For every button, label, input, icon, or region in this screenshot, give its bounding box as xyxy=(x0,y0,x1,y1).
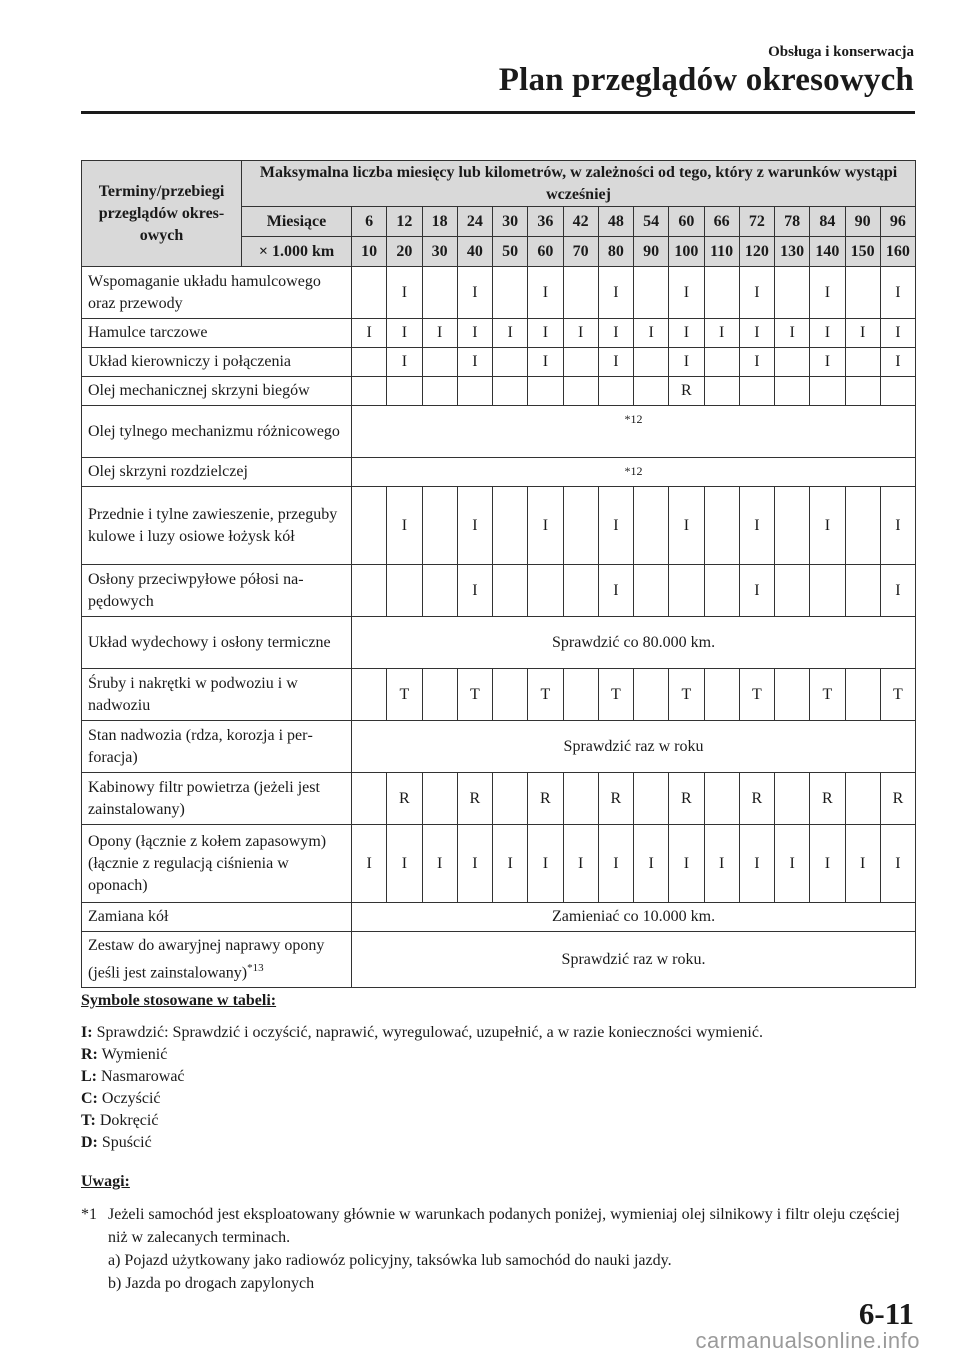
row-label-text: Olej tylnego mechanizmu różnicowego xyxy=(88,422,340,440)
schedule-cell xyxy=(775,487,810,565)
month-header: 66 xyxy=(704,207,739,237)
legend-key: L: xyxy=(81,1068,97,1085)
table-row xyxy=(82,406,916,458)
month-header: 60 xyxy=(669,207,704,237)
schedule-cell: I xyxy=(880,348,915,377)
notes xyxy=(81,1170,921,1295)
schedule-cell: I xyxy=(598,565,633,617)
row-label xyxy=(82,487,352,565)
note-1-text: Jeżeli samochód jest eksploatowany głównie w warunkach podanych poniżej, wymieniaj olej silnikowy i filtr oleju częściej niż w zalecanych terminach. xyxy=(108,1206,900,1246)
schedule-cell: I xyxy=(387,487,422,565)
page-title: Plan przeglądów okresowych xyxy=(498,62,914,98)
schedule-cell xyxy=(704,773,739,825)
row-label-text: Układ wydechowy i osłony termiczne xyxy=(88,633,331,651)
schedule-cell: I xyxy=(704,319,739,348)
schedule-cell xyxy=(634,565,669,617)
legend-text: Spuścić xyxy=(101,1134,152,1151)
schedule-cell: R xyxy=(457,773,492,825)
schedule-cell xyxy=(528,377,563,406)
row-label xyxy=(82,406,352,458)
month-header: 84 xyxy=(810,207,845,237)
legend-key: C: xyxy=(81,1090,98,1107)
schedule-cell: I xyxy=(387,825,422,903)
row-label-text: Opony (łącznie z kołem zapasowym) (łącznie z regulacją ciśnienia w oponach) xyxy=(88,832,327,894)
note-1-sub-a: a) Pojazd użytkowany jako radiowóz policyjny, taksówka lub samochód do nauki jazdy. xyxy=(108,1252,672,1269)
schedule-cell xyxy=(810,377,845,406)
schedule-cell: T xyxy=(739,669,774,721)
month-header: 36 xyxy=(528,207,563,237)
legend-item xyxy=(81,1088,921,1110)
schedule-cell xyxy=(422,267,457,319)
schedule-cell: I xyxy=(563,319,598,348)
schedule-cell: I xyxy=(598,348,633,377)
schedule-cell xyxy=(493,487,528,565)
schedule-cell: I xyxy=(528,348,563,377)
schedule-cell: I xyxy=(528,267,563,319)
schedule-cell xyxy=(634,487,669,565)
table-row xyxy=(82,267,916,319)
schedule-cell xyxy=(845,487,880,565)
row-label-text: Hamulce tarczowe xyxy=(88,324,208,341)
km-header: 60 xyxy=(528,237,563,267)
schedule-cell: I xyxy=(528,825,563,903)
schedule-cell: I xyxy=(457,487,492,565)
schedule-cell: I xyxy=(739,319,774,348)
schedule-cell xyxy=(845,565,880,617)
schedule-cell: I xyxy=(493,825,528,903)
km-header: 130 xyxy=(775,237,810,267)
schedule-cell: R xyxy=(669,377,704,406)
row-label-text: Stan nadwozia (rdza, korozja i perforacja) xyxy=(88,726,313,766)
legend-text: Wymienić xyxy=(101,1046,168,1063)
schedule-cell xyxy=(845,669,880,721)
schedule-cell: T xyxy=(528,669,563,721)
km-label: × 1.000 km xyxy=(242,237,352,267)
km-header: 120 xyxy=(739,237,774,267)
schedule-cell: T xyxy=(387,669,422,721)
row-label xyxy=(82,669,352,721)
km-header: 140 xyxy=(810,237,845,267)
month-header: 54 xyxy=(634,207,669,237)
schedule-cell xyxy=(493,348,528,377)
row-span-note: Zamieniać co 10.000 km. xyxy=(352,903,916,932)
schedule-cell: I xyxy=(387,319,422,348)
row-label xyxy=(82,267,352,319)
legend-key: D: xyxy=(81,1134,98,1151)
schedule-cell xyxy=(634,669,669,721)
month-header: 30 xyxy=(493,207,528,237)
month-header: 48 xyxy=(598,207,633,237)
schedule-cell: R xyxy=(528,773,563,825)
row-label xyxy=(82,903,352,932)
schedule-cell xyxy=(387,565,422,617)
legend-text: Dokręcić xyxy=(99,1112,159,1129)
schedule-cell: I xyxy=(669,825,704,903)
row-span-note: Sprawdzić co 80.000 km. xyxy=(352,617,916,669)
schedule-cell: I xyxy=(669,267,704,319)
schedule-cell: I xyxy=(810,348,845,377)
schedule-cell xyxy=(704,267,739,319)
schedule-cell: I xyxy=(845,319,880,348)
schedule-cell: I xyxy=(422,825,457,903)
row-label-footnote: *13 xyxy=(247,962,264,974)
legend-heading: Symbole stosowane w tabeli: xyxy=(81,992,277,1009)
schedule-cell xyxy=(352,669,387,721)
schedule-cell: I xyxy=(704,825,739,903)
schedule-cell xyxy=(775,267,810,319)
schedule-cell: I xyxy=(457,267,492,319)
month-header: 12 xyxy=(387,207,422,237)
schedule-cell xyxy=(634,773,669,825)
table-row xyxy=(82,903,916,932)
schedule-cell: I xyxy=(669,487,704,565)
row-label-text: Śruby i nakrętki w podwoziu i w nadwoziu xyxy=(88,674,298,714)
month-header: 24 xyxy=(457,207,492,237)
km-header: 160 xyxy=(880,237,915,267)
table-row xyxy=(82,377,916,406)
schedule-cell xyxy=(352,348,387,377)
schedule-cell: I xyxy=(634,825,669,903)
schedule-cell xyxy=(634,348,669,377)
schedule-cell xyxy=(352,773,387,825)
schedule-cell xyxy=(493,267,528,319)
schedule-cell: I xyxy=(528,487,563,565)
row-label xyxy=(82,773,352,825)
schedule-cell: I xyxy=(352,319,387,348)
km-header: 20 xyxy=(387,237,422,267)
schedule-cell: I xyxy=(493,319,528,348)
maintenance-schedule-table xyxy=(81,160,916,988)
schedule-cell xyxy=(493,565,528,617)
schedule-cell xyxy=(775,669,810,721)
schedule-cell xyxy=(598,377,633,406)
row-label-text: Osłony przeciwpyłowe półosi napędowych xyxy=(88,570,304,610)
legend-key: T: xyxy=(81,1112,96,1129)
schedule-cell xyxy=(704,669,739,721)
schedule-cell xyxy=(845,377,880,406)
table-corner-header: Terminy/przebiegi przeglądów okresowych xyxy=(82,161,242,267)
row-label xyxy=(82,319,352,348)
table-row xyxy=(82,617,916,669)
schedule-cell: I xyxy=(457,565,492,617)
schedule-cell: I xyxy=(880,565,915,617)
schedule-cell: I xyxy=(598,487,633,565)
schedule-cell: I xyxy=(880,825,915,903)
schedule-cell: I xyxy=(810,319,845,348)
schedule-cell: I xyxy=(598,267,633,319)
legend-item xyxy=(81,1132,921,1154)
schedule-cell xyxy=(563,487,598,565)
schedule-cell: I xyxy=(457,319,492,348)
schedule-cell xyxy=(493,669,528,721)
km-header: 90 xyxy=(634,237,669,267)
km-header: 100 xyxy=(669,237,704,267)
km-header: 10 xyxy=(352,237,387,267)
schedule-cell xyxy=(775,377,810,406)
schedule-cell: I xyxy=(810,267,845,319)
row-label xyxy=(82,721,352,773)
km-header: 70 xyxy=(563,237,598,267)
legend-key: I: xyxy=(81,1024,93,1041)
table-row xyxy=(82,565,916,617)
table-row xyxy=(82,721,916,773)
schedule-cell xyxy=(704,565,739,617)
legend-key: R: xyxy=(81,1046,98,1063)
row-span-note: *12 xyxy=(352,406,916,458)
month-header: 90 xyxy=(845,207,880,237)
table-row xyxy=(82,773,916,825)
schedule-cell: T xyxy=(457,669,492,721)
row-label-text: Układ kierowniczy i połączenia xyxy=(88,353,292,370)
table-row xyxy=(82,319,916,348)
row-label-text: Olej mechanicznej skrzyni biegów xyxy=(88,382,310,399)
schedule-cell: I xyxy=(563,825,598,903)
row-label xyxy=(82,565,352,617)
schedule-cell: I xyxy=(775,319,810,348)
schedule-cell xyxy=(528,565,563,617)
month-header: 96 xyxy=(880,207,915,237)
schedule-cell: I xyxy=(634,319,669,348)
legend-item xyxy=(81,1066,921,1088)
row-label-text: Zamiana kół xyxy=(88,908,169,925)
schedule-cell xyxy=(387,377,422,406)
km-header: 80 xyxy=(598,237,633,267)
schedule-cell: I xyxy=(810,487,845,565)
schedule-cell xyxy=(422,348,457,377)
table-row xyxy=(82,487,916,565)
row-label xyxy=(82,932,352,988)
schedule-cell: I xyxy=(422,319,457,348)
table-row xyxy=(82,669,916,721)
schedule-cell xyxy=(775,348,810,377)
schedule-cell xyxy=(880,377,915,406)
km-header: 30 xyxy=(422,237,457,267)
schedule-cell xyxy=(845,267,880,319)
row-label xyxy=(82,458,352,487)
schedule-cell xyxy=(845,348,880,377)
schedule-cell xyxy=(634,377,669,406)
schedule-cell: T xyxy=(810,669,845,721)
schedule-cell xyxy=(669,565,704,617)
row-span-note: Sprawdzić raz w roku xyxy=(352,721,916,773)
legend-text: Sprawdzić: Sprawdzić i oczyścić, naprawić, wyregulować, uzupełnić, a w razie konieczności wymienić. xyxy=(96,1024,763,1041)
note-1-mark: *1 xyxy=(81,1206,97,1223)
row-label-text: Kabinowy filtr powietrza (jeżeli jest zainstalowany) xyxy=(88,778,320,818)
schedule-cell: T xyxy=(598,669,633,721)
schedule-cell: I xyxy=(810,825,845,903)
row-label-text: Przednie i tylne zawieszenie, przeguby kulowe i luzy osiowe łożysk kół xyxy=(88,505,338,545)
schedule-cell: I xyxy=(387,348,422,377)
row-label xyxy=(82,617,352,669)
schedule-cell xyxy=(352,377,387,406)
schedule-cell: I xyxy=(880,487,915,565)
schedule-cell xyxy=(422,565,457,617)
schedule-cell: I xyxy=(457,825,492,903)
schedule-cell: I xyxy=(739,267,774,319)
table-row xyxy=(82,458,916,487)
schedule-cell xyxy=(422,669,457,721)
legend-text: Oczyścić xyxy=(101,1090,161,1107)
row-span-note: Sprawdzić raz w roku. xyxy=(352,932,916,988)
months-label: Miesiące xyxy=(242,207,352,237)
schedule-cell: I xyxy=(669,319,704,348)
schedule-cell: R xyxy=(810,773,845,825)
row-label xyxy=(82,348,352,377)
schedule-cell: I xyxy=(880,267,915,319)
schedule-cell: I xyxy=(739,565,774,617)
km-header: 50 xyxy=(493,237,528,267)
schedule-cell: I xyxy=(739,487,774,565)
schedule-cell: I xyxy=(352,825,387,903)
schedule-cell xyxy=(563,773,598,825)
schedule-cell xyxy=(634,267,669,319)
schedule-cell xyxy=(563,267,598,319)
table-row xyxy=(82,348,916,377)
schedule-cell xyxy=(775,565,810,617)
row-label-text: Wspomaganie układu hamulcowego oraz przewody xyxy=(88,272,321,312)
schedule-cell xyxy=(775,773,810,825)
schedule-cell: I xyxy=(598,825,633,903)
month-header: 6 xyxy=(352,207,387,237)
schedule-cell xyxy=(704,348,739,377)
month-header: 18 xyxy=(422,207,457,237)
schedule-cell: R xyxy=(880,773,915,825)
schedule-cell: R xyxy=(739,773,774,825)
schedule-cell: I xyxy=(669,348,704,377)
schedule-cell xyxy=(422,773,457,825)
schedule-cell xyxy=(704,487,739,565)
schedule-cell xyxy=(457,377,492,406)
schedule-cell: T xyxy=(880,669,915,721)
section-heading: Obsługa i konserwacja xyxy=(768,44,914,60)
legend-item xyxy=(81,1022,921,1044)
month-header: 78 xyxy=(775,207,810,237)
schedule-cell xyxy=(739,377,774,406)
schedule-cell xyxy=(563,669,598,721)
table-row xyxy=(82,825,916,903)
schedule-cell xyxy=(352,487,387,565)
schedule-cell: I xyxy=(387,267,422,319)
table-row xyxy=(82,932,916,988)
schedule-cell xyxy=(422,487,457,565)
schedule-cell: I xyxy=(845,825,880,903)
title-rule xyxy=(81,111,915,114)
schedule-cell xyxy=(810,565,845,617)
row-label xyxy=(82,377,352,406)
legend-text: Nasmarować xyxy=(101,1068,185,1085)
schedule-cell: T xyxy=(669,669,704,721)
schedule-cell xyxy=(845,773,880,825)
schedule-cell xyxy=(563,348,598,377)
schedule-cell: I xyxy=(880,319,915,348)
note-1-sub-b: b) Jazda po drogach zapylonych xyxy=(108,1275,315,1292)
month-header: 42 xyxy=(563,207,598,237)
row-label xyxy=(82,825,352,903)
table-top-header: Maksymalna liczba miesięcy lub kilometrów, w zależności od tego, który z warunków wystąpi wcześniej xyxy=(242,161,916,207)
schedule-cell: I xyxy=(457,348,492,377)
legend-item xyxy=(81,1044,921,1066)
schedule-cell: I xyxy=(739,348,774,377)
km-header: 110 xyxy=(704,237,739,267)
schedule-cell: I xyxy=(528,319,563,348)
schedule-cell xyxy=(352,267,387,319)
row-label-text: Zestaw do awaryjnej naprawy opony (jeśli jest zainstalowany) xyxy=(88,937,325,982)
row-label-text: Olej skrzyni rozdzielczej xyxy=(88,463,248,480)
schedule-cell: R xyxy=(387,773,422,825)
schedule-cell xyxy=(493,377,528,406)
schedule-cell xyxy=(493,773,528,825)
schedule-cell xyxy=(352,565,387,617)
row-span-note: *12 xyxy=(352,458,916,487)
month-header: 72 xyxy=(739,207,774,237)
schedule-cell: I xyxy=(739,825,774,903)
notes-heading: Uwagi: xyxy=(81,1173,130,1190)
schedule-cell: R xyxy=(598,773,633,825)
note-1 xyxy=(81,1203,921,1295)
schedule-cell xyxy=(563,377,598,406)
legend-item xyxy=(81,1110,921,1132)
schedule-cell: R xyxy=(669,773,704,825)
watermark: carmanualsonline.info xyxy=(695,1328,920,1353)
schedule-cell xyxy=(422,377,457,406)
legend xyxy=(81,990,921,1154)
schedule-cell: I xyxy=(598,319,633,348)
schedule-cell xyxy=(563,565,598,617)
km-header: 40 xyxy=(457,237,492,267)
schedule-cell xyxy=(704,377,739,406)
page-number: 6-11 xyxy=(858,1296,914,1331)
km-header: 150 xyxy=(845,237,880,267)
schedule-cell: I xyxy=(775,825,810,903)
